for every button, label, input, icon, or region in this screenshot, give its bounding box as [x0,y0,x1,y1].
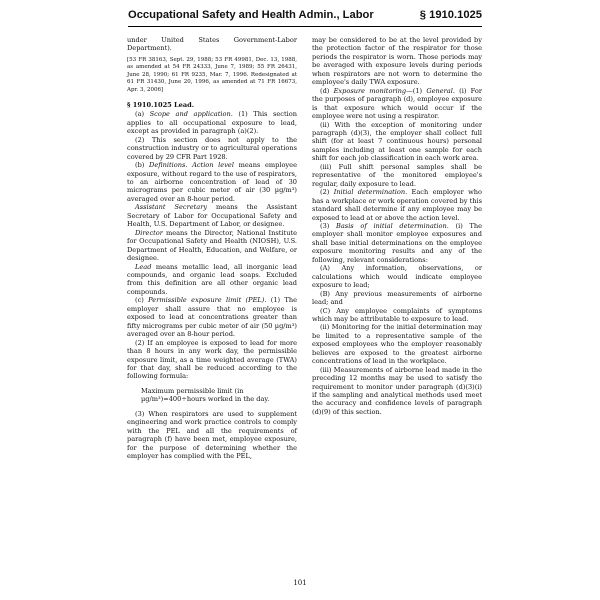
section-heading: § 1910.1025 Lead. [127,100,195,109]
paragraph-d3-ii: (ii) Monitoring for the initial determination may be limited to a representative sample of the exposed employees who the employer reasonably believes are exposed to the greatest airborne concentrations of lead in the workplace. [312,323,482,366]
paragraph-c3: (3) When respirators are used to supplement engineering and work practice controls to comply with the PEL and all the requirements of paragraph (f) have been met, employee exposure, for the purpose of determining whether the employer has complied with the PEL, [127,409,297,461]
definition-director: Director means the Director, National Institute for Occupational Safety and Health (NIOSH), U.S. Department of Health, Education, and Welfare, or designee. [127,228,297,263]
pel-formula: Maximum permissible limit (in µg/m³)=400÷hours worked in the day. [141,386,270,404]
paragraph-d3: (3) Basis of initial determination. (i) The employer shall monitor employee exposures and shall base initial determinations on the employee exposure monitoring results and any of the following, relevant considerations: [312,221,483,264]
right-column [312,36,482,416]
paragraph-a1: (a) Scope and application. (1) This section applies to all occupational exposure to lead, except as provided in paragraph (a)(2). [127,110,297,136]
running-header [128,9,482,27]
paragraph-b: (b) Definitions. Action level means employee exposure, without regard to the use of respirators, to an airborne concentration of lead of 30 micrograms per cubic meter of air (30 µg/m³) averaged over an 8-hour period. [127,161,297,203]
header-agency-title: Occupational Safety and Health Admin., Labor [128,9,374,21]
paragraph-d3-iii: (iii) Measurements of airborne lead made in the preceding 12 months may be used to satisfy the requirement to monitor under paragraph (d)(3)(i) if the sampling and analytical methods used meet the accuracy and confidence levels of paragraph (d)(9) of this section. [312,365,482,416]
paragraph-d1: (d) Exposure monitoring—(1) General. (i) For the purposes of paragraph (d), employee exposure is that exposure which would occur if the employee were not using a respirator. [312,86,482,121]
paragraph-d3-A: (A) Any information, observations, or calculations which would indicate employee exposure to lead; [312,264,482,290]
header-section-number: § 1910.1025 [419,9,482,21]
paragraph-d-title: Exposure monitoring [333,86,407,95]
amendment-citation: [53 FR 38163, Sept. 29, 1988; 53 FR 49981, Dec. 13, 1988, as amended at 54 FR 24333, June 7, 1989; 55 FR 26431, June 28, 1990; 61 FR 9235, Mar. 7, 1996. Redesignated at 61 FR 31430, June 20, 1996, as amended at 71 FR 16673, Apr. 3, 2006] [127,56,297,93]
paragraph-d3-title: Basis of initial determination. [336,221,449,230]
paragraph-a2: (2) This section does not apply to the construction industry or to agricultural operations covered by 29 CFR Part 1928. [127,135,297,161]
paragraph-b-title: Definitions. Action level [149,161,234,170]
paragraph-c3-continued: may be considered to be at the level provided by the protection factor of the respirator for those periods the respirator is worn. Those periods may be averaged with exposure levels during periods when respirators are not worn to determine the employee's daily TWA exposure. [312,36,482,87]
paragraph-d3-C: (C) Any employee complaints of symptoms which may be attributable to exposure to lead. [312,306,482,323]
definition-assistant-secretary: Assistant Secretary means the Assistant Secretary of Labor for Occupational Safety and Health, U.S. Department of Labor, or designee. [127,203,297,229]
paragraph-d2: (2) Initial determination. Each employer who has a workplace or work operation covered by this standard shall determine if any employee may be exposed to lead at or above the action level. [312,188,482,222]
paragraph-a-title: Scope and application. [149,110,233,119]
paragraph-d1-iii: (iii) Full shift personal samples shall be representative of the monitored employee's regular, daily exposure to lead. [312,162,482,188]
left-column [127,36,297,461]
paragraph-d2-title: Initial determination. [333,188,408,197]
paragraph-d1-ii: (ii) With the exception of monitoring under paragraph (d)(3), the employer shall collect full shift (for at least 7 continuous hours) personal samples including at least one sample for each shift for each job classification in each work area. [312,120,482,163]
definition-lead: Lead means metallic lead, all inorganic lead compounds, and organic lead soaps. Excluded from this definition are all other organic lead compounds. [127,262,297,296]
paragraph-c-title: Permissible exposure limit (PEL). [148,296,267,305]
paragraph-d3-B: (B) Any previous measurements of airborne lead; and [312,289,482,307]
paragraph-c1: (c) Permissible exposure limit (PEL). (1) The employer shall assure that no employee is exposed to lead at concentrations greater than fifty micrograms per cubic meter of air (50 µg/m³) averaged over an 8-hour period. [127,296,297,339]
intro-fragment: under United States Government-Labor Department). [127,36,297,53]
page-number: 101 [293,579,307,587]
paragraph-c2: (2) If an employee is exposed to lead for more than 8 hours in any work day, the permissible exposure limit, as a time weighted average (TWA) for that day, shall be reduced according to the following formula: [127,338,297,381]
